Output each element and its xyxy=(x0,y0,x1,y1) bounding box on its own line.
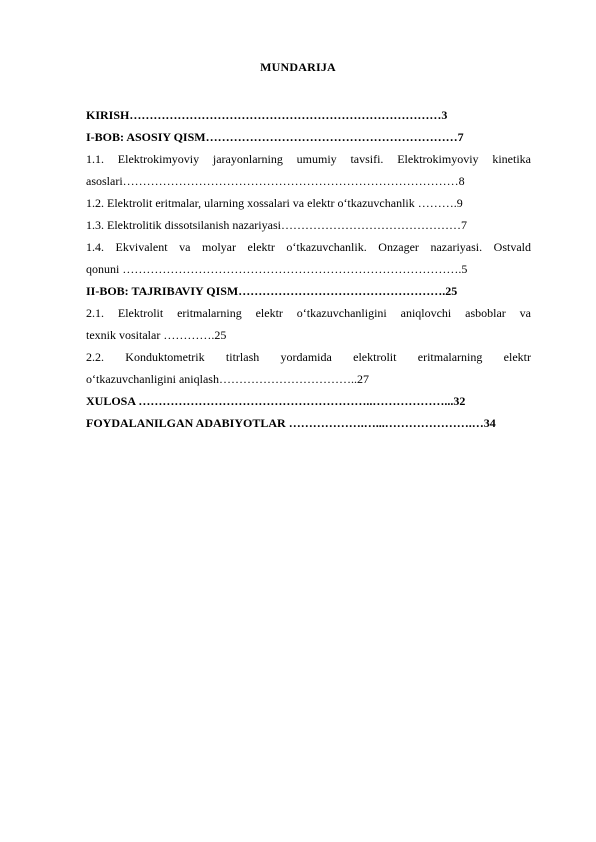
toc-entry-2-1-line-1: 2.1. Elektrolit eritmalarning elektr oʻtkazuvchanligini aniqlovchi asboblar va xyxy=(86,306,531,320)
toc-entry-2-2-line-1: 2.2. Konduktometrik titrlash yordamida elektrolit eritmalarning elektr xyxy=(86,350,531,364)
toc-entry-chapter-2: II-BOB: TAJRIBAVIY QISM…………………………………………….25 xyxy=(86,284,458,298)
toc-entry-1-1-line-1: 1.1. Elektrokimyoviy jarayonlarning umumiy tavsifi. Elektrokimyoviy kinetika xyxy=(86,152,531,166)
toc-entry-2-1-line-2: texnik vositalar ………….25 xyxy=(86,328,227,342)
toc-entry-1-4-line-2: qonuni ………………………………………………………………………….5 xyxy=(86,262,468,276)
toc-entry-references: FOYDALANILGAN ADABIYOTLAR ……………….…...………………….…34 xyxy=(86,416,496,430)
toc-entry-1-3: 1.3. Elektrolitik dissotsilanish nazariyasi………………………………………7 xyxy=(86,218,467,232)
toc-entry-1-1-line-2: asoslari…………………………………………………………………………8 xyxy=(86,174,465,188)
page-title: MUNDARIJA xyxy=(260,60,336,74)
toc-entry-2-2-line-2: oʻtkazuvchanligini aniqlash……………………………..27 xyxy=(86,372,369,386)
table-of-contents xyxy=(86,104,531,434)
toc-entry-chapter-1: I-BOB: ASOSIY QISM………………………………………………………7 xyxy=(86,130,464,144)
toc-entry-1-2: 1.2. Elektrolit eritmalar, ularning xossalari va elektr oʻtkazuvchanlik ……….9 xyxy=(86,196,463,210)
toc-entry-xulosa: XULOSA …………………………………………………..………………...32 xyxy=(86,394,466,408)
toc-entry-1-4-line-1: 1.4. Ekvivalent va molyar elektr oʻtkazuvchanlik. Onzager nazariyasi. Ostvald xyxy=(86,240,531,254)
toc-entry-kirish: KIRISH……………………………………………………………………3 xyxy=(86,108,448,122)
